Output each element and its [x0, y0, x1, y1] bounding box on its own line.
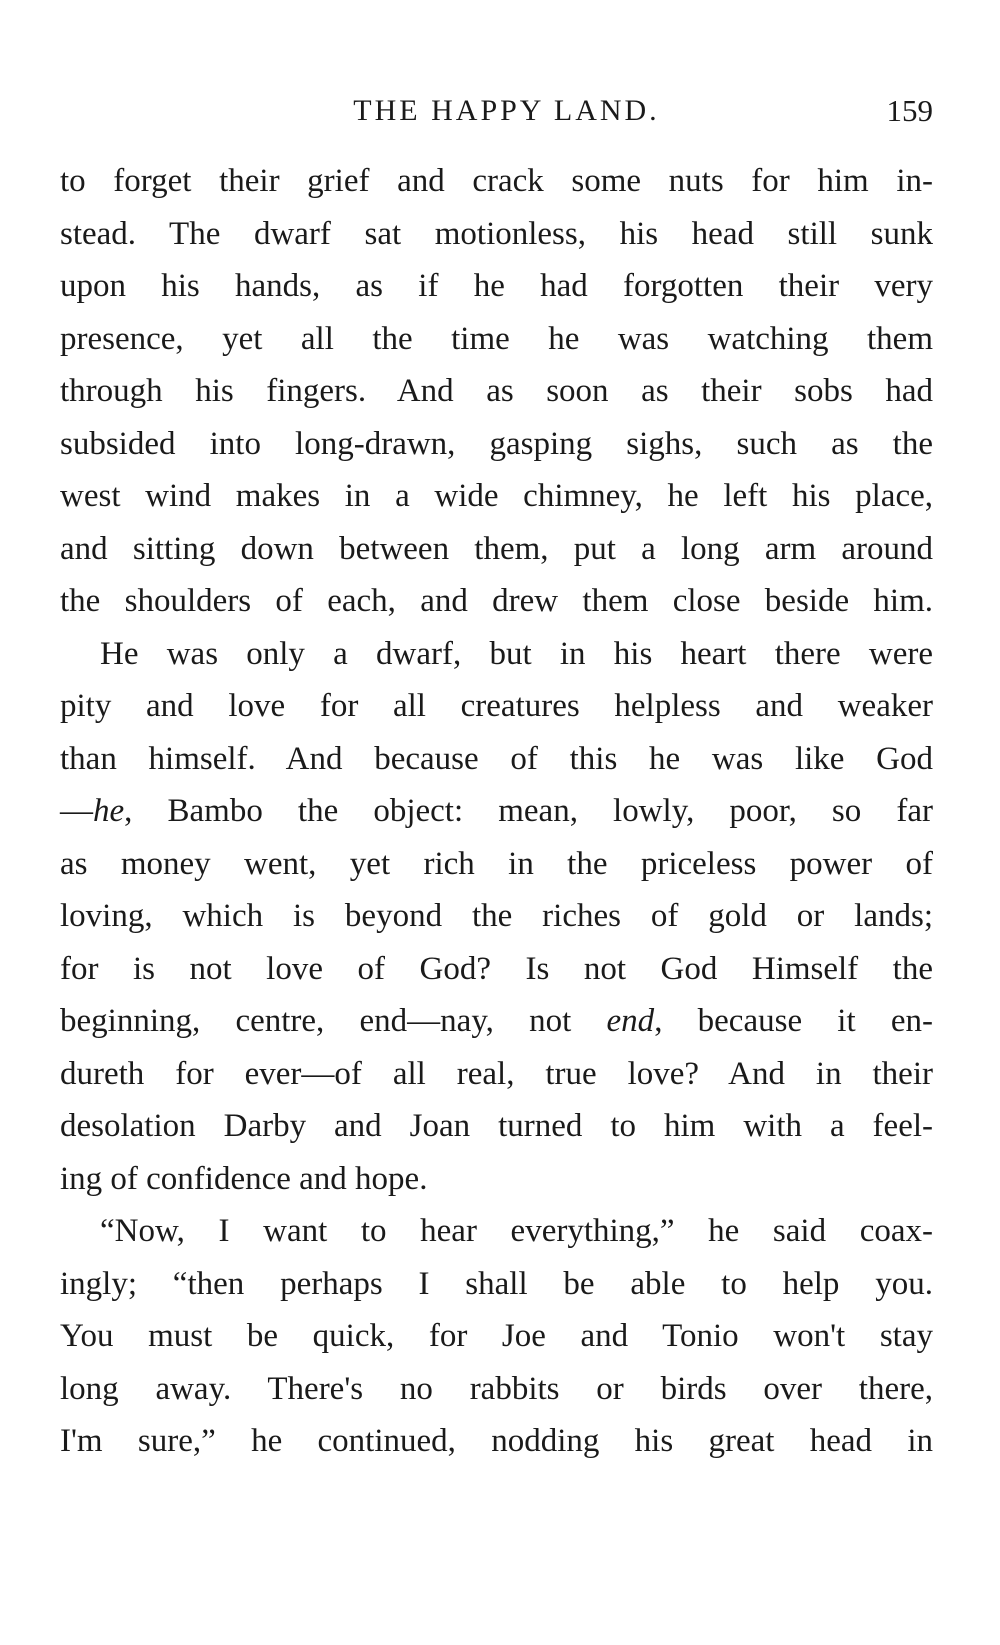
text-line: presence, yet all the time he was watching them — [60, 320, 933, 357]
text-line: upon his hands, as if he had forgotten their very — [60, 268, 933, 304]
text-line: You must be quick, for Joe and Tonio won't stay — [60, 1318, 933, 1354]
text-line: west wind makes in a wide chimney, he left his place, — [60, 478, 933, 514]
page-number: 159 — [886, 93, 933, 128]
text-line: stead. The dwarf sat motionless, his head still sunk — [60, 215, 933, 252]
body-text — [60, 155, 933, 1468]
text-line: long away. There's no rabbits or birds over there, — [60, 1370, 933, 1407]
text-line: as money went, yet rich in the priceless power of — [60, 845, 933, 882]
paragraph-3 — [60, 1205, 933, 1468]
paragraph-2 — [60, 628, 933, 1206]
text-line: —he, Bambo the object: mean, lowly, poor, so far — [60, 793, 933, 829]
text-line: beginning, centre, end—nay, not end, because it en- — [60, 1003, 933, 1039]
text-line: through his fingers. And as soon as their sobs had — [60, 373, 933, 409]
text-line: He was only a dwarf, but in his heart there were — [100, 635, 933, 672]
text-line: “Now, I want to hear everything,” he said coax- — [100, 1213, 933, 1249]
paragraph-1 — [60, 155, 933, 628]
text-line: the shoulders of each, and drew them close beside him. — [60, 583, 933, 619]
text-line: pity and love for all creatures helpless and weaker — [60, 688, 933, 724]
text-line: dureth for ever—of all real, true love? And in their — [60, 1055, 933, 1092]
text-line: for is not love of God? Is not God Himself the — [60, 950, 933, 987]
text-line: I'm sure,” he continued, nodding his great head in — [60, 1423, 933, 1459]
text-line: ingly; “then perhaps I shall be able to help you. — [60, 1265, 933, 1302]
text-line: subsided into long-drawn, gasping sighs, such as the — [60, 425, 933, 462]
running-title: THE HAPPY LAND. — [353, 94, 660, 127]
text-line: to forget their grief and crack some nuts for him in- — [60, 163, 933, 199]
text-line: desolation Darby and Joan turned to him with a feel- — [60, 1108, 933, 1144]
page-header — [60, 86, 933, 136]
text-line: than himself. And because of this he was like God — [60, 740, 933, 777]
text-line: ing of confidence and hope. — [60, 1160, 428, 1197]
text-line: loving, which is beyond the riches of gold or lands; — [60, 898, 933, 934]
text-line: and sitting down between them, put a long arm around — [60, 530, 933, 567]
